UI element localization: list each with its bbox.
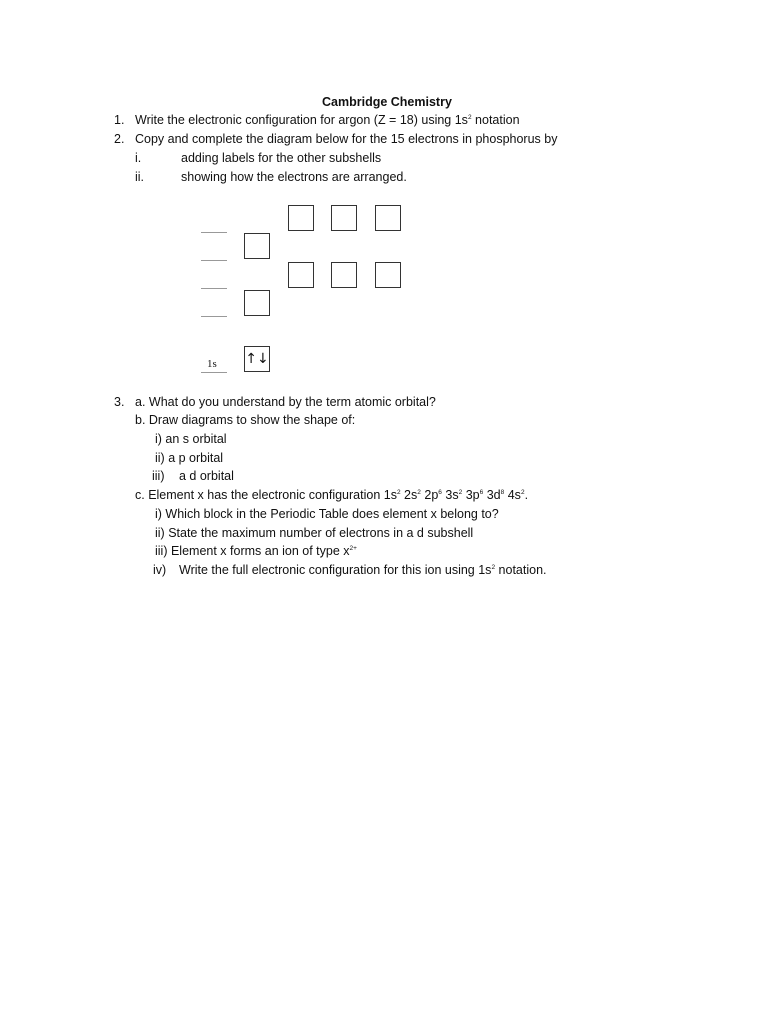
q3-b-text: b. Draw diagrams to show the shape of:	[135, 413, 356, 427]
q3-c-iv-text: Write the full electronic configuration for this ion using $1s^2$ notation.	[179, 563, 547, 577]
q2-text: Copy and complete the diagram below for the 15 electrons in phosphorus by	[135, 132, 558, 146]
q1-number: 1.	[114, 113, 125, 127]
q2-number: 2.	[114, 132, 125, 146]
orbital-box	[375, 205, 401, 231]
orbital-box	[331, 205, 357, 231]
q1-text: Write the electronic configuration for argon (Z = 18) using $1s^2$ notation	[135, 113, 520, 127]
q2-ii-number: ii.	[135, 170, 145, 184]
orbital-box	[331, 262, 357, 288]
q3-c-iv-number: iv)	[153, 563, 167, 577]
q3-a-text: a. What do you understand by the term atomic orbital?	[135, 395, 436, 409]
orbital-box-1s	[244, 346, 270, 372]
orbital-box	[288, 205, 314, 231]
orbital-box	[288, 262, 314, 288]
q3-number: 3.	[114, 395, 125, 409]
q2-i-number: i.	[135, 151, 142, 165]
q3-c-iii-text: iii) Element x forms an ion of type $x^{2+}$	[155, 544, 357, 558]
q3-b-ii-text: ii) a p orbital	[155, 451, 224, 465]
subshell-label-line	[201, 316, 227, 317]
page-title: Cambridge Chemistry	[322, 95, 452, 109]
q3-b-iii-text: a d orbital	[179, 469, 234, 483]
subshell-label-line	[201, 232, 227, 233]
orbital-box	[244, 233, 270, 259]
subshell-label-1s: 1s	[207, 358, 217, 370]
q3-c-i-text: i) Which block in the Periodic Table does element x belong to?	[155, 507, 499, 521]
subshell-label-line	[201, 288, 227, 289]
q2-ii-text: showing how the electrons are arranged.	[181, 170, 407, 184]
electron-pair-arrows: ↑↓	[245, 351, 269, 367]
q3-b-iii-number: iii)	[152, 469, 165, 483]
orbital-box	[244, 290, 270, 316]
subshell-label-line-1s	[201, 372, 227, 373]
subshell-label-line	[201, 260, 227, 261]
q3-b-i-text: i) an s orbital	[155, 432, 227, 446]
q2-i-text: adding labels for the other subshells	[181, 151, 382, 165]
orbital-box	[375, 262, 401, 288]
q3-c-text: c. Element x has the electronic configuration $1s^2$ $2s^2$ $2p^6$ $3s^2$ $3p^6$ $3d^8$ $4s^2$.	[135, 488, 529, 502]
q3-c-ii-text: ii) State the maximum number of electrons in a d subshell	[155, 526, 474, 540]
